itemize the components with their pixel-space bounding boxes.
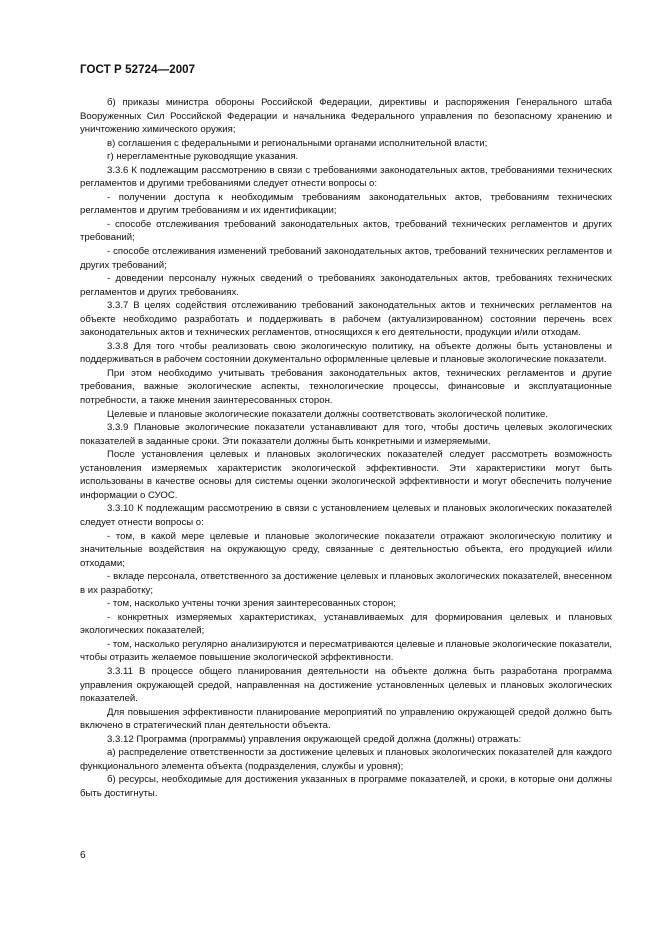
body-paragraph: 3.3.12 Программа (программы) управления окружающей средой должна (должны) отражать:: [107, 733, 522, 745]
body-paragraph: г) нерегламентные руководящие указания.: [107, 151, 299, 163]
body-paragraph: - способе отслеживания требований законодательных актов, требований технических регламентов и других требований;: [80, 218, 612, 244]
body-paragraph: - том, насколько регулярно анализируются и пересматриваются целевые и плановые экологические показатели, чтобы отразить желаемое повышение экологической эффективности.: [80, 638, 612, 664]
body-paragraph: 3.3.10 К подлежащим рассмотрению в связи с установлением целевых и плановых экологических показателей следует отнести вопросы о:: [80, 503, 612, 528]
body-paragraph: - том, насколько учтены точки зрения заинтересованных сторон;: [107, 598, 396, 610]
body-paragraph: б) ресурсы, необходимые для достижения указанных в программе показателей, и сроки, в которые они должны быть достигнуты.: [80, 774, 612, 799]
body-paragraph: - получении доступа к необходимым требованиям законодательных актов, требованиям технических регламентов и другим требованиям и их идентификации;: [80, 191, 612, 217]
body-paragraph: 3.3.11 В процессе общего планирования деятельности на объекте должна быть разработана программа управления окружающей средой, направленная на достижение установленных целевых и плановых экологических показателей.: [80, 665, 612, 705]
body-paragraph: 3.3.7 В целях содействия отслеживанию требований законодательных актов и технических регламентов на объекте необходимо разработать и поддерживать в рабочем (актуализированном) состоянии перечень всех законодательных актов и технических регламентов, относящихся к его деятельности, продукции и/или отходам.: [80, 300, 612, 339]
body-paragraph: - вкладе персонала, ответственного за достижение целевых и плановых экологических показателей, внесенном в их разработку;: [80, 571, 612, 596]
body-paragraph: После установления целевых и плановых экологических показателей следует рассмотреть возможность установления измеряемых характеристик экологической эффективности. Эти характеристики могут быть использованы в качестве основы для системы оценки экологической эффективности и могут обеспечить получение информации о СУОС.: [80, 449, 612, 501]
document-body: [80, 96, 612, 800]
body-paragraph: а) распределение ответственности за достижение целевых и плановых экологических показателей для каждого функционального элемента объекта (подразделения, службы и уровня);: [80, 747, 612, 772]
body-paragraph: - конкретных измеряемых характеристиках, устанавливаемых для формирования целевых и плановых экологических показателей;: [80, 611, 612, 637]
page-number: 6: [80, 850, 86, 861]
body-paragraph: 3.3.8 Для того чтобы реализовать свою экологическую политику, на объекте должны быть установлены и поддерживаться в рабочем состоянии документально оформленные целевые и плановые экологические показатели.: [80, 340, 612, 366]
body-paragraph: - способе отслеживания изменений требований законодательных актов, требований технических регламентов и других требований;: [80, 246, 612, 271]
body-paragraph: - доведении персоналу нужных сведений о требованиях законодательных актов, требованиях технических регламентов и других требованиях.: [80, 273, 612, 298]
body-paragraph: в) соглашения с федеральными и региональными органами исполнительной власти;: [107, 137, 488, 149]
body-paragraph: - том, в какой мере целевые и плановые экологические показатели отражают экологическую политику и значительные воздействия на окружающую среду, связанные с деятельностью объекта, его продукцией и/или отходами;: [80, 530, 612, 569]
body-paragraph: Целевые и плановые экологические показатели должны соответствовать экологической политике.: [107, 408, 549, 420]
body-paragraph: 3.3.6 К подлежащим рассмотрению в связи с требованиями законодательных актов, требованиями технических регламентов и другими требованиями следует отнести вопросы о:: [80, 164, 612, 190]
body-paragraph: Для повышения эффективности планирование мероприятий по управлению окружающей средой должно быть включено в стратегический план деятельности объекта.: [80, 706, 612, 732]
body-paragraph: б) приказы министра обороны Российской Федерации, директивы и распоряжения Генерального штаба Вооруженных Сил Российской Федерации и начальника Федерального управления по безопасному хранению и уничтожению химического оружия;: [80, 97, 612, 136]
document-header: ГОСТ Р 52724—2007: [80, 64, 196, 76]
body-paragraph: 3.3.9 Плановые экологические показатели устанавливают для того, чтобы достичь целевых экологических показателей в заданные сроки. Эти показатели должны быть конкретными и измеряемыми.: [80, 422, 612, 447]
body-paragraph: При этом необходимо учитывать требования законодательных актов, технических регламентов и другие требования, важные экологические аспекты, технологические процессы, финансовые и эксплуатационные потребности, а также мнения заинтересованных сторон.: [80, 367, 612, 407]
